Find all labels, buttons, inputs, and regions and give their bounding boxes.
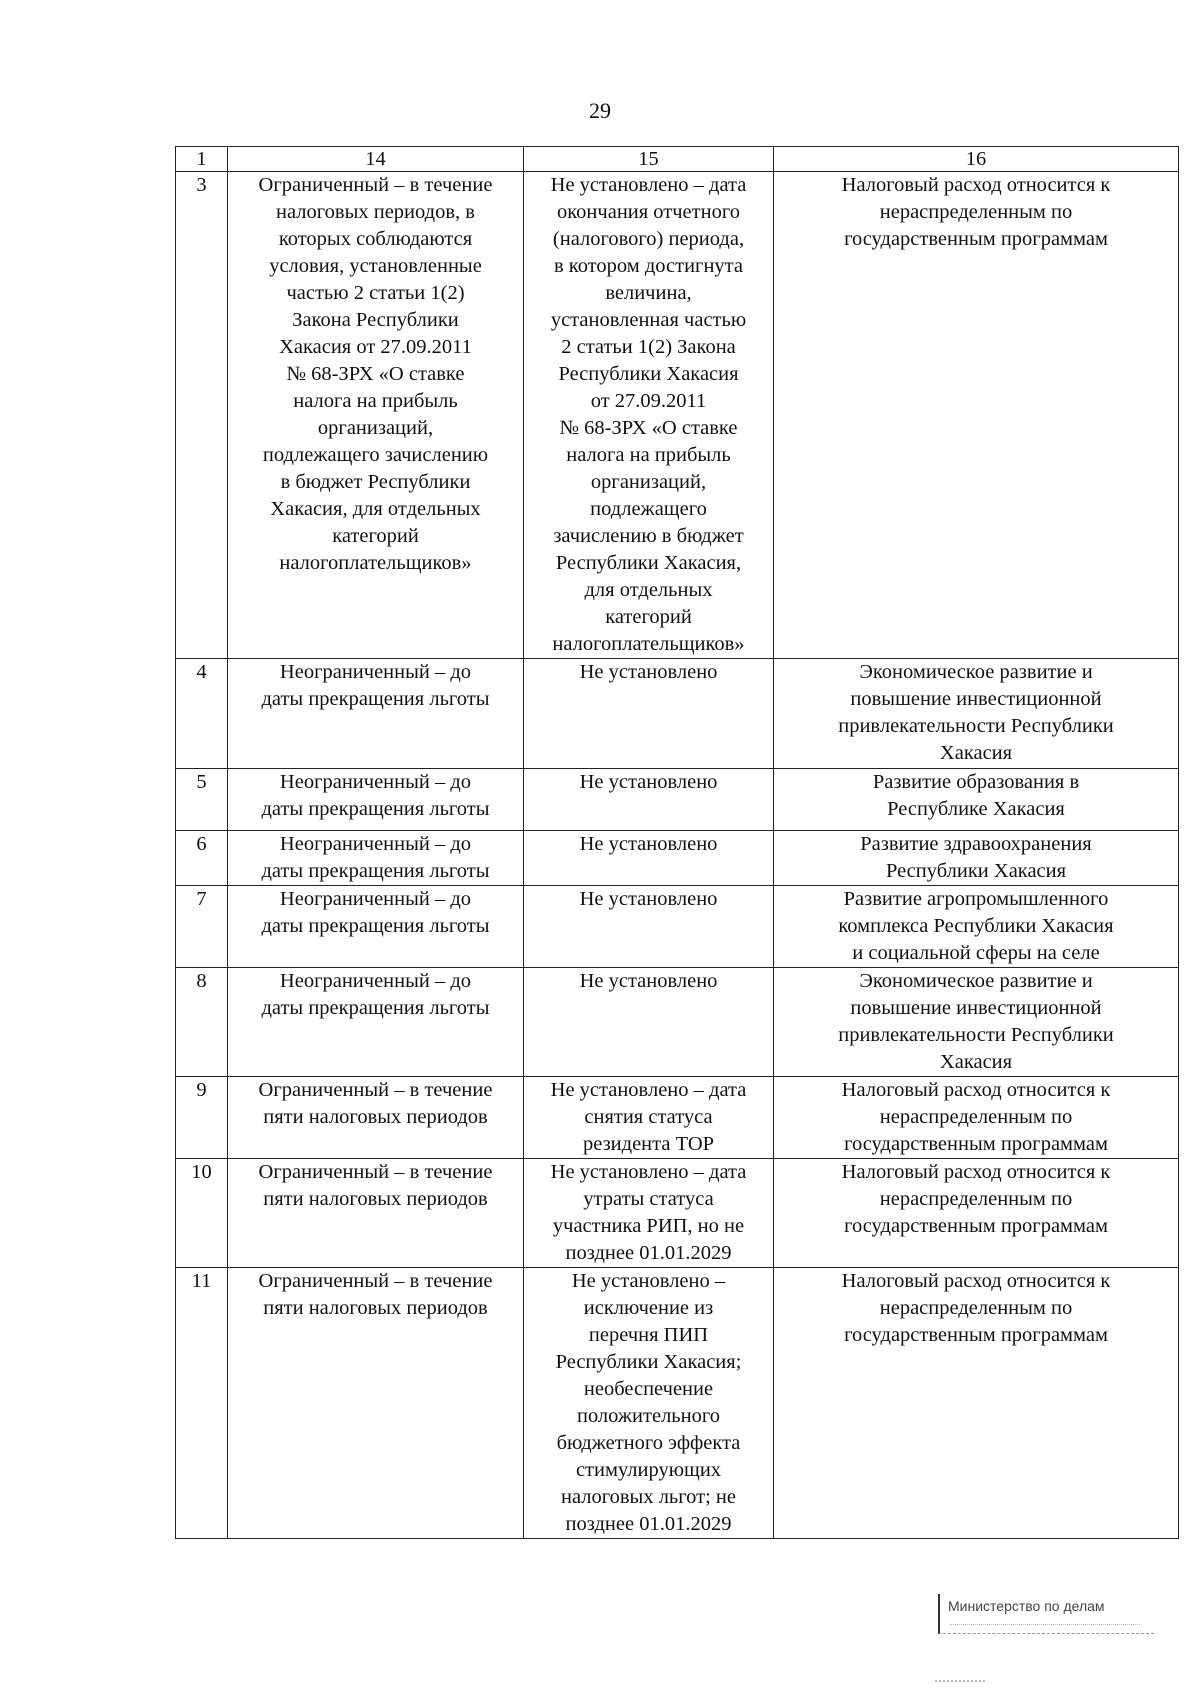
header-col-16: 16	[774, 147, 1179, 172]
state-program-cell: Налоговый расход относится к нераспределенным по государственным программам	[774, 1077, 1179, 1159]
row-number: 9	[176, 1077, 228, 1159]
validity-period-cell: Ограниченный – в течение пяти налоговых периодов	[228, 1077, 524, 1159]
state-program-cell: Налоговый расход относится к нераспределенным по государственным программам	[774, 1268, 1179, 1539]
end-date-cell: Не установлено	[524, 659, 774, 769]
row-number: 8	[176, 968, 228, 1077]
validity-period-cell: Неограниченный – до даты прекращения льготы	[228, 968, 524, 1077]
validity-period-cell: Неограниченный – до даты прекращения льготы	[228, 769, 524, 831]
state-program-cell: Налоговый расход относится к нераспределенным по государственным программам	[774, 172, 1179, 659]
table-row	[176, 769, 1179, 831]
table-row	[176, 1268, 1179, 1539]
tax-expenditure-table	[175, 146, 1179, 1539]
validity-period-cell: Неограниченный – до даты прекращения льготы	[228, 659, 524, 769]
table-row	[176, 886, 1179, 968]
end-date-cell: Не установлено – дата снятия статуса резидента ТОР	[524, 1077, 774, 1159]
row-number: 10	[176, 1159, 228, 1268]
stamp-text: Министерство по делам	[948, 1598, 1105, 1614]
state-program-cell: Развитие образования в Республике Хакасия	[774, 769, 1179, 831]
table-row	[176, 831, 1179, 886]
state-program-cell: Развитие здравоохранения Республики Хакасия	[774, 831, 1179, 886]
state-program-cell: Экономическое развитие и повышение инвестиционной привлекательности Республики Хакасия	[774, 659, 1179, 769]
row-number: 11	[176, 1268, 228, 1539]
end-date-cell: Не установлено	[524, 968, 774, 1077]
validity-period-cell: Ограниченный – в течение налоговых периодов, в которых соблюдаются условия, установленные частью 2 статьи 1(2) Закона Республики Хакасия от 27.09.2011 № 68-ЗРХ «О ставке налога на прибыль организаций, подлежащего зачислению в бюджет Республики Хакасия, для отдельных категорий налогоплательщиков»	[228, 172, 524, 659]
table-row	[176, 968, 1179, 1077]
row-number: 4	[176, 659, 228, 769]
page-number: 29	[589, 98, 611, 123]
validity-period-cell: Ограниченный – в течение пяти налоговых периодов	[228, 1159, 524, 1268]
validity-period-cell: Неограниченный – до даты прекращения льготы	[228, 886, 524, 968]
table-header-row	[176, 147, 1179, 172]
end-date-cell: Не установлено – дата утраты статуса участника РИП, но не позднее 01.01.2029	[524, 1159, 774, 1268]
table-row	[176, 172, 1179, 659]
end-date-cell: Не установлено	[524, 831, 774, 886]
row-number: 3	[176, 172, 228, 659]
header-col-1: 1	[176, 147, 228, 172]
row-number: 5	[176, 769, 228, 831]
end-date-cell: Не установлено – дата окончания отчетного (налогового) периода, в котором достигнута величина, установленная частью 2 статьи 1(2) Закона Республики Хакасия от 27.09.2011 № 68-ЗРХ «О ставке налога на прибыль организаций, подлежащего зачислению в бюджет Республики Хакасия, для отдельных категорий налогоплательщиков»	[524, 172, 774, 659]
end-date-cell: Не установлено – исключение из перечня ПИП Республики Хакасия; необеспечение положительного бюджетного эффекта стимулирующих налоговых льгот; не позднее 01.01.2029	[524, 1268, 774, 1539]
end-date-cell: Не установлено	[524, 769, 774, 831]
state-program-cell: Экономическое развитие и повышение инвестиционной привлекательности Республики Хакасия	[774, 968, 1179, 1077]
state-program-cell: Налоговый расход относится к нераспределенным по государственным программам	[774, 1159, 1179, 1268]
state-program-cell: Развитие агропромышленного комплекса Республики Хакасия и социальной сферы на селе	[774, 886, 1179, 968]
table-row	[176, 659, 1179, 769]
header-col-14: 14	[228, 147, 524, 172]
registration-stamp	[938, 1594, 1154, 1634]
table-row	[176, 1159, 1179, 1268]
validity-period-cell: Неограниченный – до даты прекращения льготы	[228, 831, 524, 886]
end-date-cell: Не установлено	[524, 886, 774, 968]
validity-period-cell: Ограниченный – в течение пяти налоговых периодов	[228, 1268, 524, 1539]
stamp-dotted-line	[950, 1618, 1140, 1625]
row-number: 7	[176, 886, 228, 968]
header-col-15: 15	[524, 147, 774, 172]
table-row	[176, 1077, 1179, 1159]
row-number: 6	[176, 831, 228, 886]
scan-artifact	[935, 1680, 985, 1684]
